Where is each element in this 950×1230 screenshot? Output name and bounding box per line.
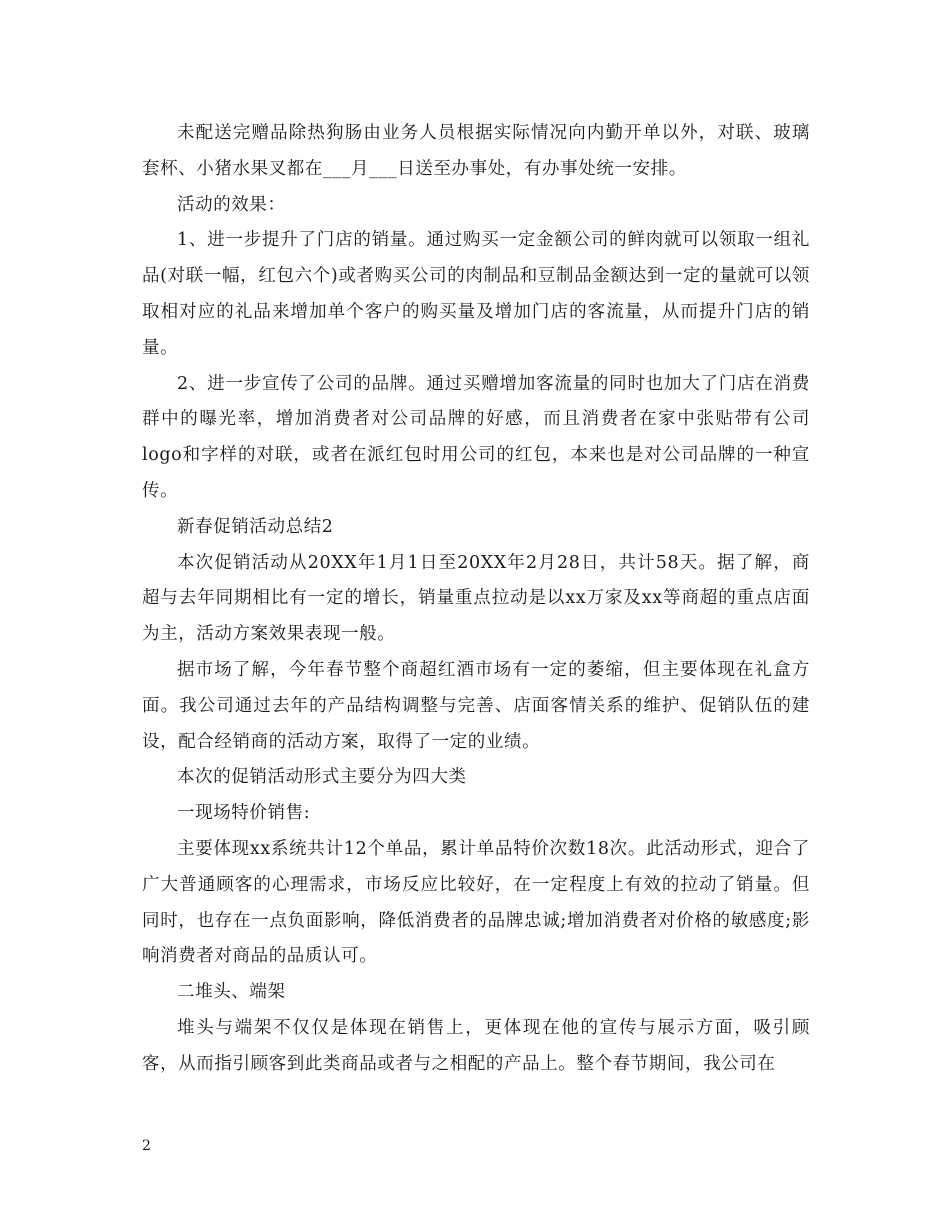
paragraph-effects-heading: 活动的效果： bbox=[177, 194, 286, 215]
subheading-special-price: 一现场特价销售: bbox=[177, 803, 311, 824]
section-heading-summary-2: 新春促销活动总结2 bbox=[177, 516, 334, 537]
paragraph-display-stands: 堆头与端架不仅仅是体现在销售上，更体现在他的宣传与展示方面，吸引顾客，从而指引顾客到此类商品或者与之相配的产品上。整个春节期间，我公司在 bbox=[142, 1017, 810, 1074]
paragraph-campaign-period: 本次促销活动从20XX年1月1日至20XX年2月28日，共计58天。据了解，商超与去年同期相比有一定的增长，销量重点拉动是以xx万家及xx等商超的重点店面为主，活动方案效果表现一般。 bbox=[142, 552, 810, 645]
paragraph-activity-types: 本次的促销活动形式主要分为四大类 bbox=[177, 767, 467, 788]
document-body bbox=[142, 116, 810, 1083]
paragraph-effect-sales: 1、进一步提升了门店的销量。通过购买一定金额公司的鲜肉就可以领取一组礼品(对联一幅，红包六个)或者购买公司的肉制品和豆制品金额达到一定的量就可以领取相对应的礼品来增加单个客户的购买量及增加门店的客流量，从而提升门店的销量。 bbox=[142, 230, 810, 358]
page-number: 2 bbox=[142, 1138, 151, 1154]
paragraph-effect-brand: 2、进一步宣传了公司的品牌。通过买赠增加客流量的同时也加大了门店在消费群中的曝光率，增加消费者对公司品牌的好感，而且消费者在家中张贴带有公司logo和字样的对联，或者在派红包时用公司的红包，本来也是对公司品牌的一种宣传。 bbox=[142, 373, 810, 501]
paragraph-gift-delivery: 未配送完赠品除热狗肠由业务人员根据实际情况向内勤开单以外，对联、玻璃套杯、小猪水果叉都在___月___日送至办事处，有办事处统一安排。 bbox=[142, 123, 810, 179]
paragraph-special-price: 主要体现xx系统共计12个单品，累计单品特价次数18次。此活动形式，迎合了广大普通顾客的心理需求，市场反应比较好，在一定程度上有效的拉动了销量。但同时，也存在一点负面影响，降低消费者的品牌忠诚;增加消费者对价格的敏感度;影响消费者对商品的品质认可。 bbox=[142, 838, 810, 967]
subheading-display-stands: 二堆头、端架 bbox=[177, 982, 286, 1003]
paragraph-market-overview: 据市场了解，今年春节整个商超红酒市场有一定的萎缩，但主要体现在礼盒方面。我公司通过去年的产品结构调整与完善、店面客情关系的维护、促销队伍的建设，配合经销商的活动方案，取得了一定的业绩。 bbox=[142, 659, 810, 752]
